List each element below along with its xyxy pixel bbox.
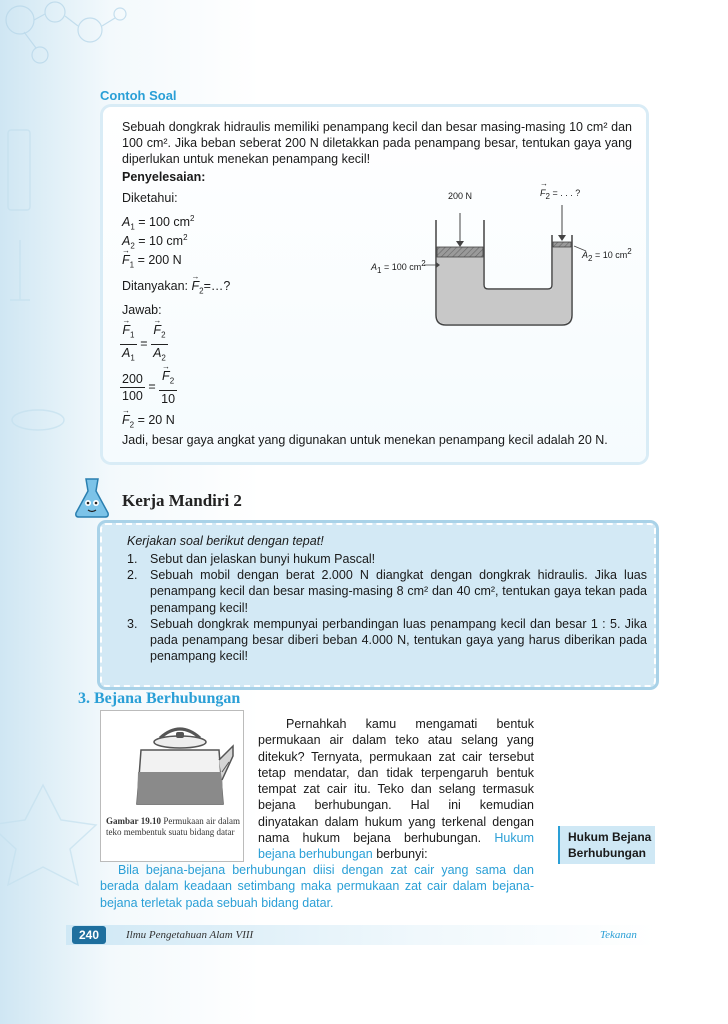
figure-caption: Gambar 19.10 Permukaan air dalam teko membentuk suatu bidang datar	[106, 816, 240, 837]
footer-chapter: Tekanan	[600, 929, 637, 941]
list-item: 2. Sebuah mobil dengan berat 2.000 N diangkat dengan dongkrak hidraulis. Jika luas penampang kecil dan besar masing-masing 8 cm² dan 40 cm², tentukan gaya tekan pada penampang kecil!	[127, 568, 647, 615]
kerja-mandiri-list	[127, 551, 647, 664]
section-paragraph: Pernahkah kamu mengamati bentuk permukaan air dalam teko atau selang yang ditekuk? Ternyata, permukaan zat cair tersebut tetap mendatar, dan tidak terpengaruh bentuk tempat zat cair itu. Teko dan selang termasuk bejana berhubungan. Hal ini kemudian dinyatakan dalam hukum yang terkenal dengan nama hukum bejana berhubungan. Hukum bejana berhubungan berbunyi:	[258, 717, 534, 862]
diketahui-label: Diketahui:	[122, 191, 178, 205]
ditanyakan-line: Ditanyakan: → $F_2=\dots$?	[122, 278, 230, 300]
diagram-load-label: 200 N	[448, 191, 473, 201]
diagram-a2-label: A2 = 10 cm2	[582, 247, 632, 263]
equation-result: → $F_2 = 20$ N	[122, 412, 175, 434]
kettle-illustration	[125, 716, 235, 811]
example-problem-text: Sebuah dongkrak hidraulis memiliki penampang kecil dan besar masing-masing 10 cm² dan 100 cm². Jika beban seberat 200 N diletakkan pada penampang besar, tentukan gaya yang diperlukan untuk menekan penampang kecil!	[122, 120, 632, 166]
section-title: 3. Bejana Berhubungan	[78, 690, 241, 707]
list-item: 3. Sebuah dongkrak mempunyai perbandingan luas penampang kecil dan besar 1 : 5. Jika pada penampang besar diberi beban 4.000 N, tentukan gaya yang harus diberikan pada penampang kecil!	[127, 616, 647, 664]
given-a2: $A_2 = 10$ $cm^2$	[122, 233, 188, 251]
diagram-a1-label: A1 = 100 cm2	[371, 259, 426, 275]
penyelesaian-label: Penyelesaian:	[122, 170, 206, 184]
example-conclusion: Jadi, besar gaya angkat yang digunakan untuk menekan penampang kecil adalah 20 N.	[122, 433, 608, 447]
flask-mascot-icon	[70, 475, 114, 519]
given-f1: → $F_1 = 200$ N	[122, 252, 182, 274]
side-note-hukum: Hukum Bejana Berhubungan	[558, 826, 655, 864]
kerja-mandiri-instruction: Kerjakan soal berikut dengan tepat!	[127, 534, 324, 548]
diagram-f2-label: → F2 = . . . ?	[540, 188, 580, 201]
contoh-soal-heading: Contoh Soal	[100, 88, 177, 103]
page-number-badge: 240	[72, 926, 106, 944]
law-statement: Bila bejana-bejana berhubungan diisi dengan zat cair yang sama dan berada dalam keadaan setimbang maka permukaan zat cair dalam bejana-bejana terletak pada sebuah bidang datar.	[100, 863, 534, 910]
kerja-mandiri-heading: Kerja Mandiri 2	[122, 491, 242, 510]
equation-pascal: → $\frac{F_1}{A_1}$ = → $\frac{F_2}{A_2}$	[120, 322, 168, 366]
equation-substituted: $\frac{200}{100}$ = → $\frac{F_2}{10}$	[120, 368, 177, 407]
given-a1: $A_1 = 100$ $cm^2$	[122, 214, 195, 232]
jawab-label: Jawab:	[122, 303, 162, 317]
footer-book-title: Ilmu Pengetahuan Alam VIII	[126, 929, 254, 941]
list-item: 1. Sebut dan jelaskan bunyi hukum Pascal!	[127, 552, 376, 566]
